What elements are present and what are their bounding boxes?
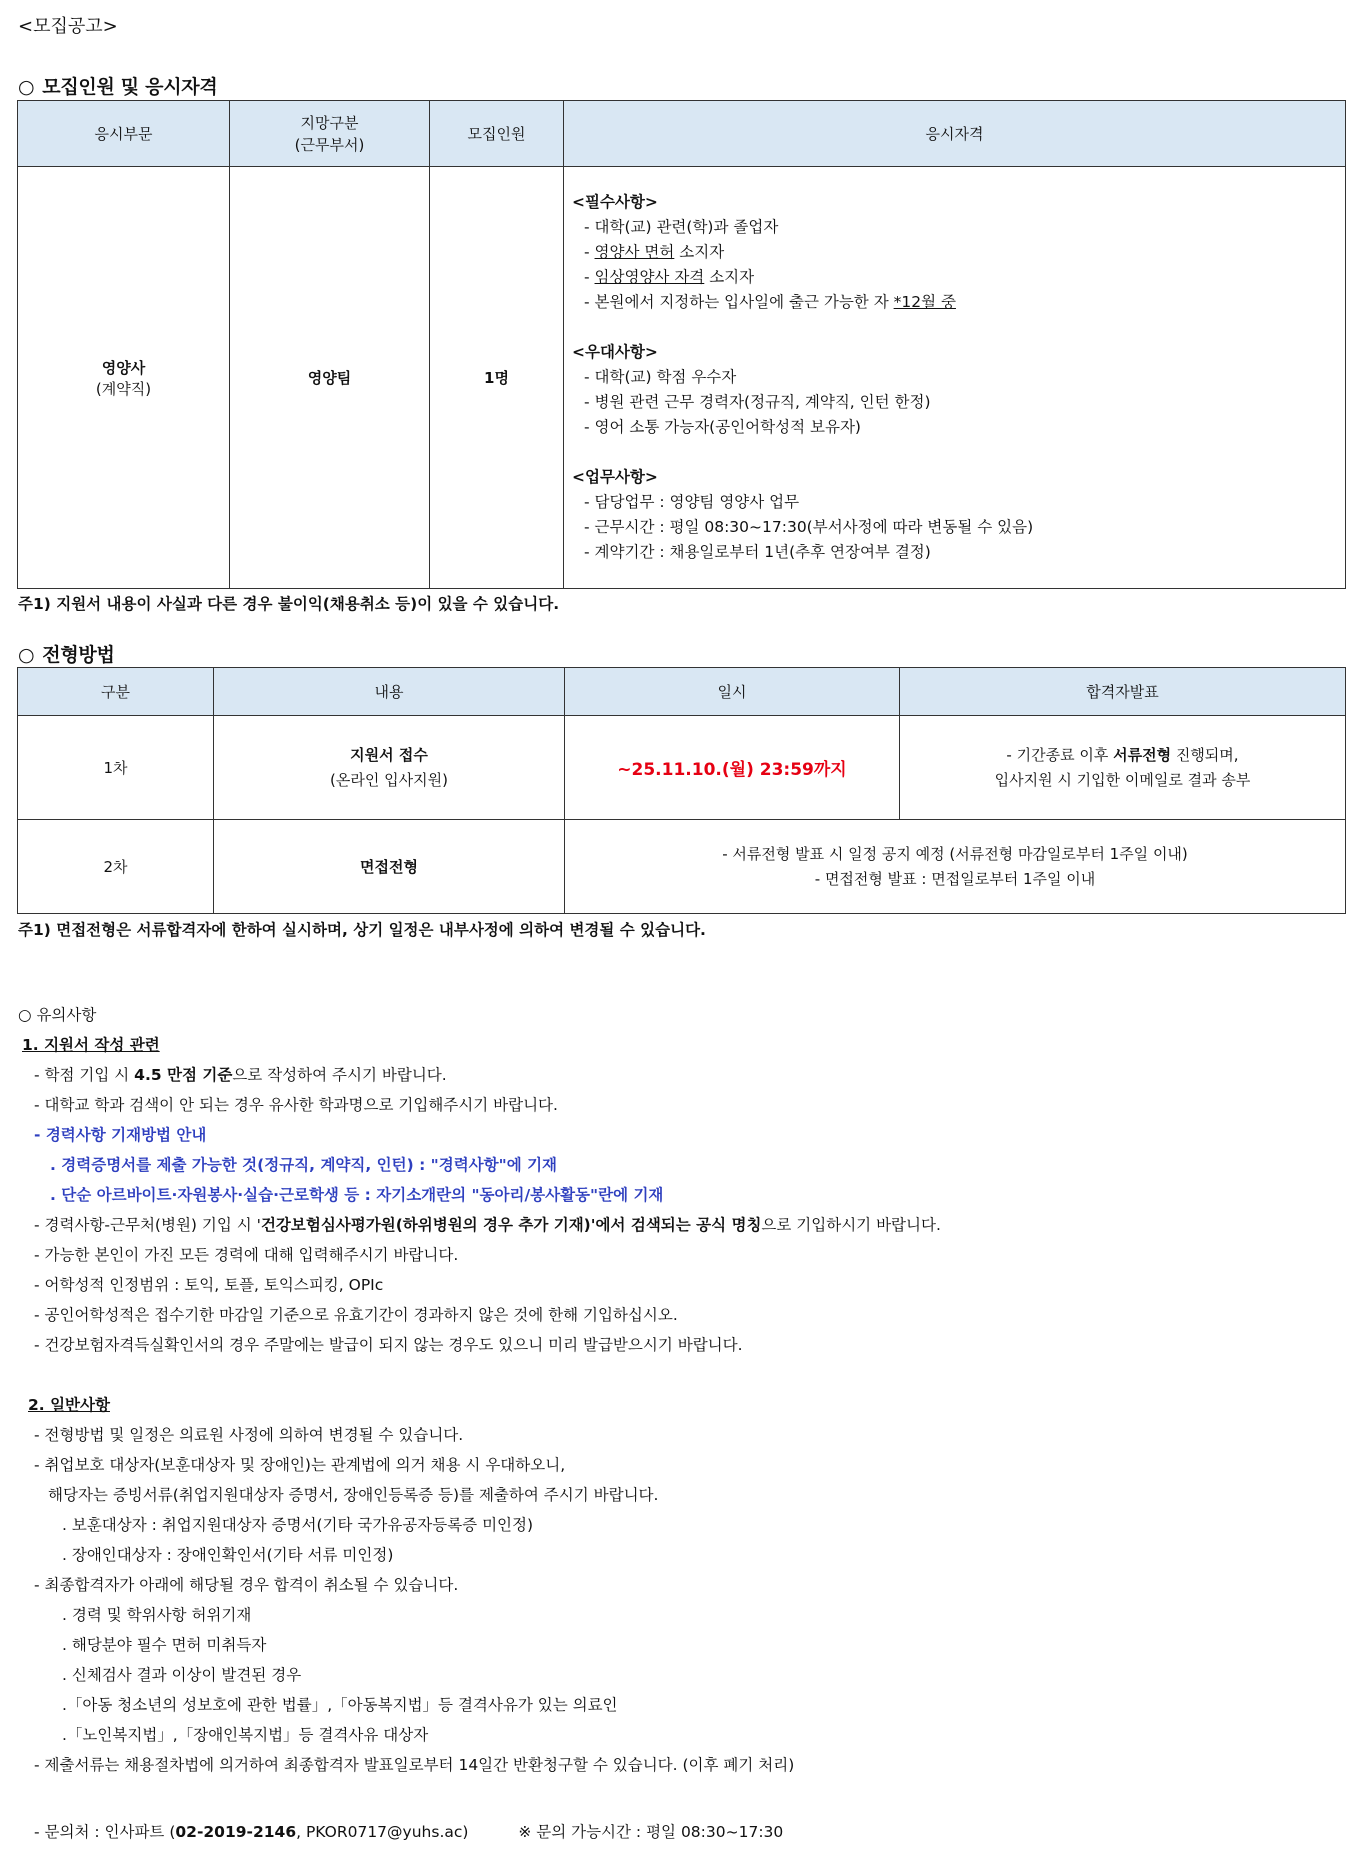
table-header-row	[18, 101, 1346, 167]
header-headcount: 모집인원	[430, 101, 564, 167]
result-cell: - 서류전형 발표 시 일정 공지 예정 (서류전형 마감일로부터 1주일 이내) - 면접전형 발표 : 면접일로부터 1주일 이내	[565, 820, 1346, 914]
contact-info: - 문의처 : 인사파트 (02-2019-2146, PKOR0717@yuhs.ac) ※ 문의 가능시간 : 평일 08:30~17:30	[34, 1823, 784, 1841]
qualification-cell: <필수사항> - 대학(교) 관련(학)과 졸업자 - 영양사 면허 소지자 - 임상영양사 자격 소지자 - 본원에서 지정하는 입사일에 출근 가능한 자 *12월 중 <우대사항> - 대학(교) 학점 우수자 - 병원 관련 근무 경력자(정규직, 계약직, 인턴 한정) - 영어 소통 가능자(공인어학성적 보유자) <업무사항> - 담당업무 : 영양팀 영양사 업무 - 근무시간 : 평일 08:30~17:30(부서사정에 따라 변동될 수 있음) - 계약기간 : 채용일로부터 1년(추후 연장여부 결정)	[564, 167, 1346, 589]
date-cell	[565, 716, 900, 820]
headcount-cell: 1명	[430, 167, 564, 589]
circle-bullet-icon: ○	[18, 76, 35, 98]
position-type: (계약직)	[95, 379, 152, 398]
start-date-note: *12월 중	[893, 293, 956, 311]
position-name: 영양사	[101, 358, 146, 377]
qualification-footnote: 주1) 지원서 내용이 사실과 다른 경우 불이익(채용취소 등)이 있을 수 있습니다.	[18, 595, 560, 613]
position-cell	[18, 167, 230, 589]
required-title: <필수사항>	[572, 193, 658, 211]
header-stage: 구분	[18, 668, 214, 716]
table-row	[18, 820, 1346, 914]
circle-bullet-icon: ○	[18, 644, 35, 666]
contact-hours: ※ 문의 가능시간 : 평일 08:30~17:30	[518, 1823, 784, 1841]
qualification-table	[17, 100, 1346, 589]
table-row	[18, 167, 1346, 589]
table-row	[18, 716, 1346, 820]
department-cell: 영양팀	[230, 167, 430, 589]
table-header-row	[18, 668, 1346, 716]
process-footnote: 주1) 면접전형은 서류합격자에 한하여 실시하며, 상기 일정은 내부사정에 의하여 변경될 수 있습니다.	[18, 921, 706, 939]
clinical-cert-requirement: 임상영양사 자격	[594, 268, 705, 286]
header-department: 지망구분 (근무부서)	[230, 101, 430, 167]
duty-title: <업무사항>	[572, 468, 658, 486]
header-qualification: 응시자격	[564, 101, 1346, 167]
stage-cell: 2차	[18, 820, 214, 914]
notes-section: ○ 유의사항 1. 지원서 작성 관련 - 학점 기입 시 4.5 만점 기준으로 작성하여 주시기 바랍니다. - 대학교 학과 검색이 안 되는 경우 유사한 학과명으로 기입해주시기 바랍니다. - 경력사항 기재방법 안내 . 경력증명서를 제출 가능한 것(정규직, 계약직, 인턴) : "경력사항"에 기재 . 단순 아르바이트·자원봉사·실습·근로학생 등 : 자기소개란의 "동아리/봉사활동"란에 기재 - 경력사항-근무처(병원) 기입 시 '건강보험심사평가원(하위병원의 경우 추가 기재)'에서 검색되는 공식 명칭으로 기입하시기 바랍니다. - 가능한 본인이 가진 모든 경력에 대해 입력해주시기 바랍니다. - 어학성적 인정범위 : 토익, 토플, 토익스피킹, OPIc - 공인어학성적은 접수기한 마감일 기준으로 유효기간이 경과하지 않은 것에 한해 기입하십시오. - 건강보험자격득실확인서의 경우 주말에는 발급이 되지 않는 경우도 있으니 미리 발급받으시기 바랍니다. 2. 일반사항 - 전형방법 및 일정은 의료원 사정에 의하여 변경될 수 있습니다. - 취업보호 대상자(보훈대상자 및 장애인)는 관계법에 의거 채용 시 우대하오니, 해당자는 증빙서류(취업지원대상자 증명서, 장애인등록증 등)를 제출하여 주시기 바랍니다. . 보훈대상자 : 취업지원대상자 증명서(기타 국가유공자등록증 미인정) . 장애인대상자 : 장애인확인서(기타 서류 미인정) - 최종합격자가 아래에 해당될 경우 합격이 취소될 수 있습니다. . 경력 및 학위사항 허위기재 . 해당분야 필수 면허 미취득자 . 신체검사 결과 이상이 발견된 경우 .「아동 청소년의 성보호에 관한 법률」,「아동복지법」등 결격사유가 있는 의료인 .「노인복지법」,「장애인복지법」등 결격사유 대상자 - 제출서류는 채용절차법에 의거하여 최종합격자 발표일로부터 14일간 반환청구할 수 있습니다. (이후 폐기 처리)	[18, 1000, 1338, 1780]
license-requirement: 영양사 면허	[594, 243, 675, 261]
deadline-date: ~25.11.10.(월) 23:59까지	[617, 760, 847, 780]
result-cell: - 기간종료 이후 서류전형 진행되며, 입사지원 시 기입한 이메일로 결과 송부	[900, 716, 1346, 820]
contact-phone: 02-2019-2146	[175, 1823, 297, 1841]
process-table	[17, 667, 1346, 914]
notice-title: <모집공고>	[18, 16, 118, 37]
header-date: 일시	[565, 668, 900, 716]
preferred-title: <우대사항>	[572, 343, 658, 361]
content-cell: 면접전형	[214, 820, 565, 914]
contact-email: , PKOR0717@yuhs.ac)	[296, 1823, 469, 1841]
header-result: 합격자발표	[900, 668, 1346, 716]
header-division: 응시부문	[18, 101, 230, 167]
section-title-process: ○ 전형방법	[18, 644, 115, 666]
subsection-title-general: 2. 일반사항	[28, 1396, 110, 1414]
header-content: 내용	[214, 668, 565, 716]
subsection-title-application: 1. 지원서 작성 관련	[22, 1036, 160, 1054]
notes-title: ○ 유의사항	[18, 1006, 97, 1024]
content-cell: 지원서 접수 (온라인 입사지원)	[214, 716, 565, 820]
stage-cell: 1차	[18, 716, 214, 820]
section-title-qualification: ○ 모집인원 및 응시자격	[18, 76, 218, 98]
